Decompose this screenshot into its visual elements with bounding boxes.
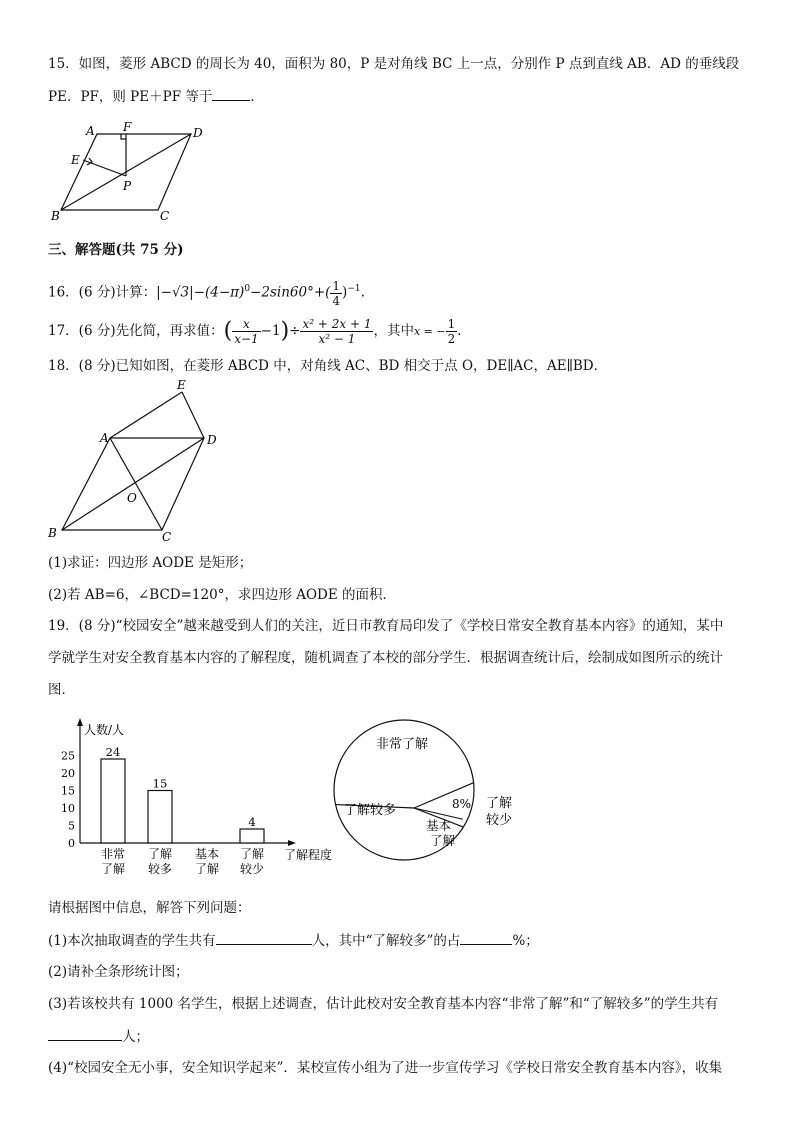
q19-line2: 学就学生对安全教育基本内容的了解程度，随机调查了本校的部分学生．根据调查统计后，绘制成如图所示的统计 [48, 650, 723, 666]
q18-sub1: (1)求证：四边形 AODE 是矩形； [48, 555, 253, 571]
q17-f2-den: x² − 1 [318, 332, 356, 346]
q19-s1-blank2 [460, 930, 512, 945]
q15-line2-end: ． [250, 89, 264, 105]
x-tick-label: 了解 [239, 847, 265, 861]
y-tick-label: 10 [61, 802, 75, 815]
q18-line1: 18．(8 分)已知如图，在菱形 ABCD 中，对角线 AC、BD 相交于点 O，DE∥AC，AE∥BD． [48, 358, 608, 374]
q17-fraction1 [232, 317, 260, 346]
pie-label: 了解较多 [344, 803, 397, 818]
q15-answer-blank [212, 86, 250, 101]
label-C: C [162, 530, 172, 544]
q16-expr-a: |−√3|−(4−π) [156, 284, 245, 301]
pie-label: 了解 [430, 833, 456, 848]
q17-mid: ，其中 [373, 323, 414, 339]
pie-label: 基本 [426, 818, 452, 833]
q17-f1-num: x [232, 317, 260, 332]
q16-exp0: 0 [244, 284, 251, 294]
q17-f2-num: x² + 2x + 1 [302, 317, 372, 331]
x-tick-label: 了解 [194, 862, 220, 876]
y-tick-label: 15 [61, 784, 75, 798]
pie-label: 较少 [486, 813, 513, 828]
label-B: B [48, 526, 57, 540]
label-A: A [86, 124, 95, 138]
q16-expr-b: −2sin60°+( [250, 284, 331, 301]
bar [101, 759, 125, 843]
bar [240, 829, 264, 843]
pie-label: 了解 [486, 796, 513, 811]
y-tick-label: 25 [61, 749, 75, 763]
q18-rhombus-figure [44, 380, 234, 545]
q17-xeq: x = − [413, 325, 446, 338]
label-F: F [123, 120, 132, 134]
x-tick-label: 较少 [239, 862, 265, 876]
y-axis-arrow [77, 718, 83, 726]
label-P: P [123, 179, 132, 193]
bar-value-label: 15 [152, 776, 168, 791]
q18-sub2: (2)若 AB=6，∠BCD=120°，求四边形 AODE 的面积． [48, 587, 397, 603]
x-axis-label: 了解程度 [284, 848, 333, 862]
bar-value-label: 24 [105, 745, 121, 759]
y-axis-label: 人数/人 [84, 723, 125, 737]
q19-s2: (2)请补全条形统计图； [48, 964, 189, 980]
section-heading: 三、解答题(共 75 分) [48, 242, 184, 258]
label-C: C [160, 209, 170, 223]
label-O: O [127, 491, 137, 505]
q17-end: ． [457, 323, 471, 339]
q15-rhombus-figure [50, 120, 210, 228]
q16-fraction [330, 279, 342, 308]
q17-xfrac [446, 317, 458, 346]
x-axis-arrow [288, 840, 296, 846]
q17-minus1: −1 [260, 323, 281, 339]
q16-prefix: 16．(6 分)计算： [48, 284, 157, 301]
q17-line: 17．(6 分)先化简，再求值：( $\frac{x}{x-1}$ −1)÷ $\frac{\text{x² + 2x + 1}}{\text{x² − 1}}$ ，其中x = − $\frac{1}{2}$ ． [48, 317, 471, 346]
q17-xf-num: 1 [447, 317, 456, 331]
q17-div: ÷ [289, 323, 301, 339]
x-tick-label: 了解 [147, 847, 173, 861]
label-E: E [71, 153, 80, 167]
label-D: D [207, 433, 217, 447]
q16-exp-neg1: −1 [347, 284, 361, 294]
q19-line3: 图． [48, 682, 75, 698]
pie-value-label: 8% [452, 797, 472, 811]
q19-s1-c: %； [512, 933, 539, 949]
q19-s1-a: (1)本次抽取调查的学生共有 [48, 933, 216, 949]
x-tick-label: 较多 [147, 862, 173, 876]
bar [148, 791, 172, 844]
q16-frac-den: 4 [332, 293, 341, 308]
x-tick-label: 了解 [100, 862, 126, 876]
y-tick-label: 20 [61, 767, 75, 780]
q15-line1: 15．如图，菱形 ABCD 的周长为 40，面积为 80，P 是对角线 BC 上一点，分别作 P 点到直线 AB．AD 的垂线段 [48, 56, 740, 72]
label-E: E [177, 380, 186, 392]
q17-prefix: 17．(6 分)先化简，再求值： [48, 323, 224, 339]
bar-value-label: 4 [248, 815, 256, 829]
q19-s4: (4)“校园安全无小事，安全知识学起来”．某校宣传小组为了进一步宣传学习《学校日常安全教育基本内容》，收集 [48, 1060, 723, 1076]
q19-prompt: 请根据图中信息，解答下列问题： [48, 900, 251, 916]
y-tick-label: 0 [68, 837, 75, 850]
q15-line2 [48, 86, 264, 107]
q19-line1: 19．(8 分)“校园安全”越来越受到人们的关注，近日市教育局印发了《学校日常安全教育基本内容》的通知，某中 [48, 618, 724, 634]
q16-line [48, 274, 365, 308]
y-tick-label: 5 [68, 819, 75, 833]
label-A: A [100, 431, 109, 445]
q19-s3-line2 [48, 1026, 149, 1047]
q17-f1-den: x−1 [234, 332, 259, 346]
q17-xf-den: 2 [447, 332, 456, 346]
bar-chart [50, 716, 340, 881]
q15-line2-text: PE．PF，则 PE＋PF 等于 [48, 89, 213, 105]
pie-chart [326, 718, 536, 868]
q16-expr-c: ) [342, 284, 348, 301]
q19-s3-blank [48, 1026, 122, 1041]
x-tick-label: 基本 [194, 847, 220, 861]
q19-s3-a: (3)若该校共有 1000 名学生，根据上述调查，估计此校对安全教育基本内容“非常了解”和“了解较多”的学生共有 [48, 996, 719, 1012]
label-D: D [193, 126, 203, 140]
q19-s3-b: 人； [122, 1029, 149, 1045]
q16-end: . [360, 284, 365, 301]
q19-s1-blank1 [216, 930, 312, 945]
q16-frac-num: 1 [332, 278, 341, 293]
q19-s1-b: 人，其中“了解较多”的占 [311, 933, 461, 949]
q17-fraction2 [300, 317, 373, 346]
x-tick-label: 非常 [100, 847, 126, 861]
pie-label: 非常了解 [376, 737, 429, 752]
label-B: B [51, 209, 60, 223]
q19-s1 [48, 930, 539, 951]
